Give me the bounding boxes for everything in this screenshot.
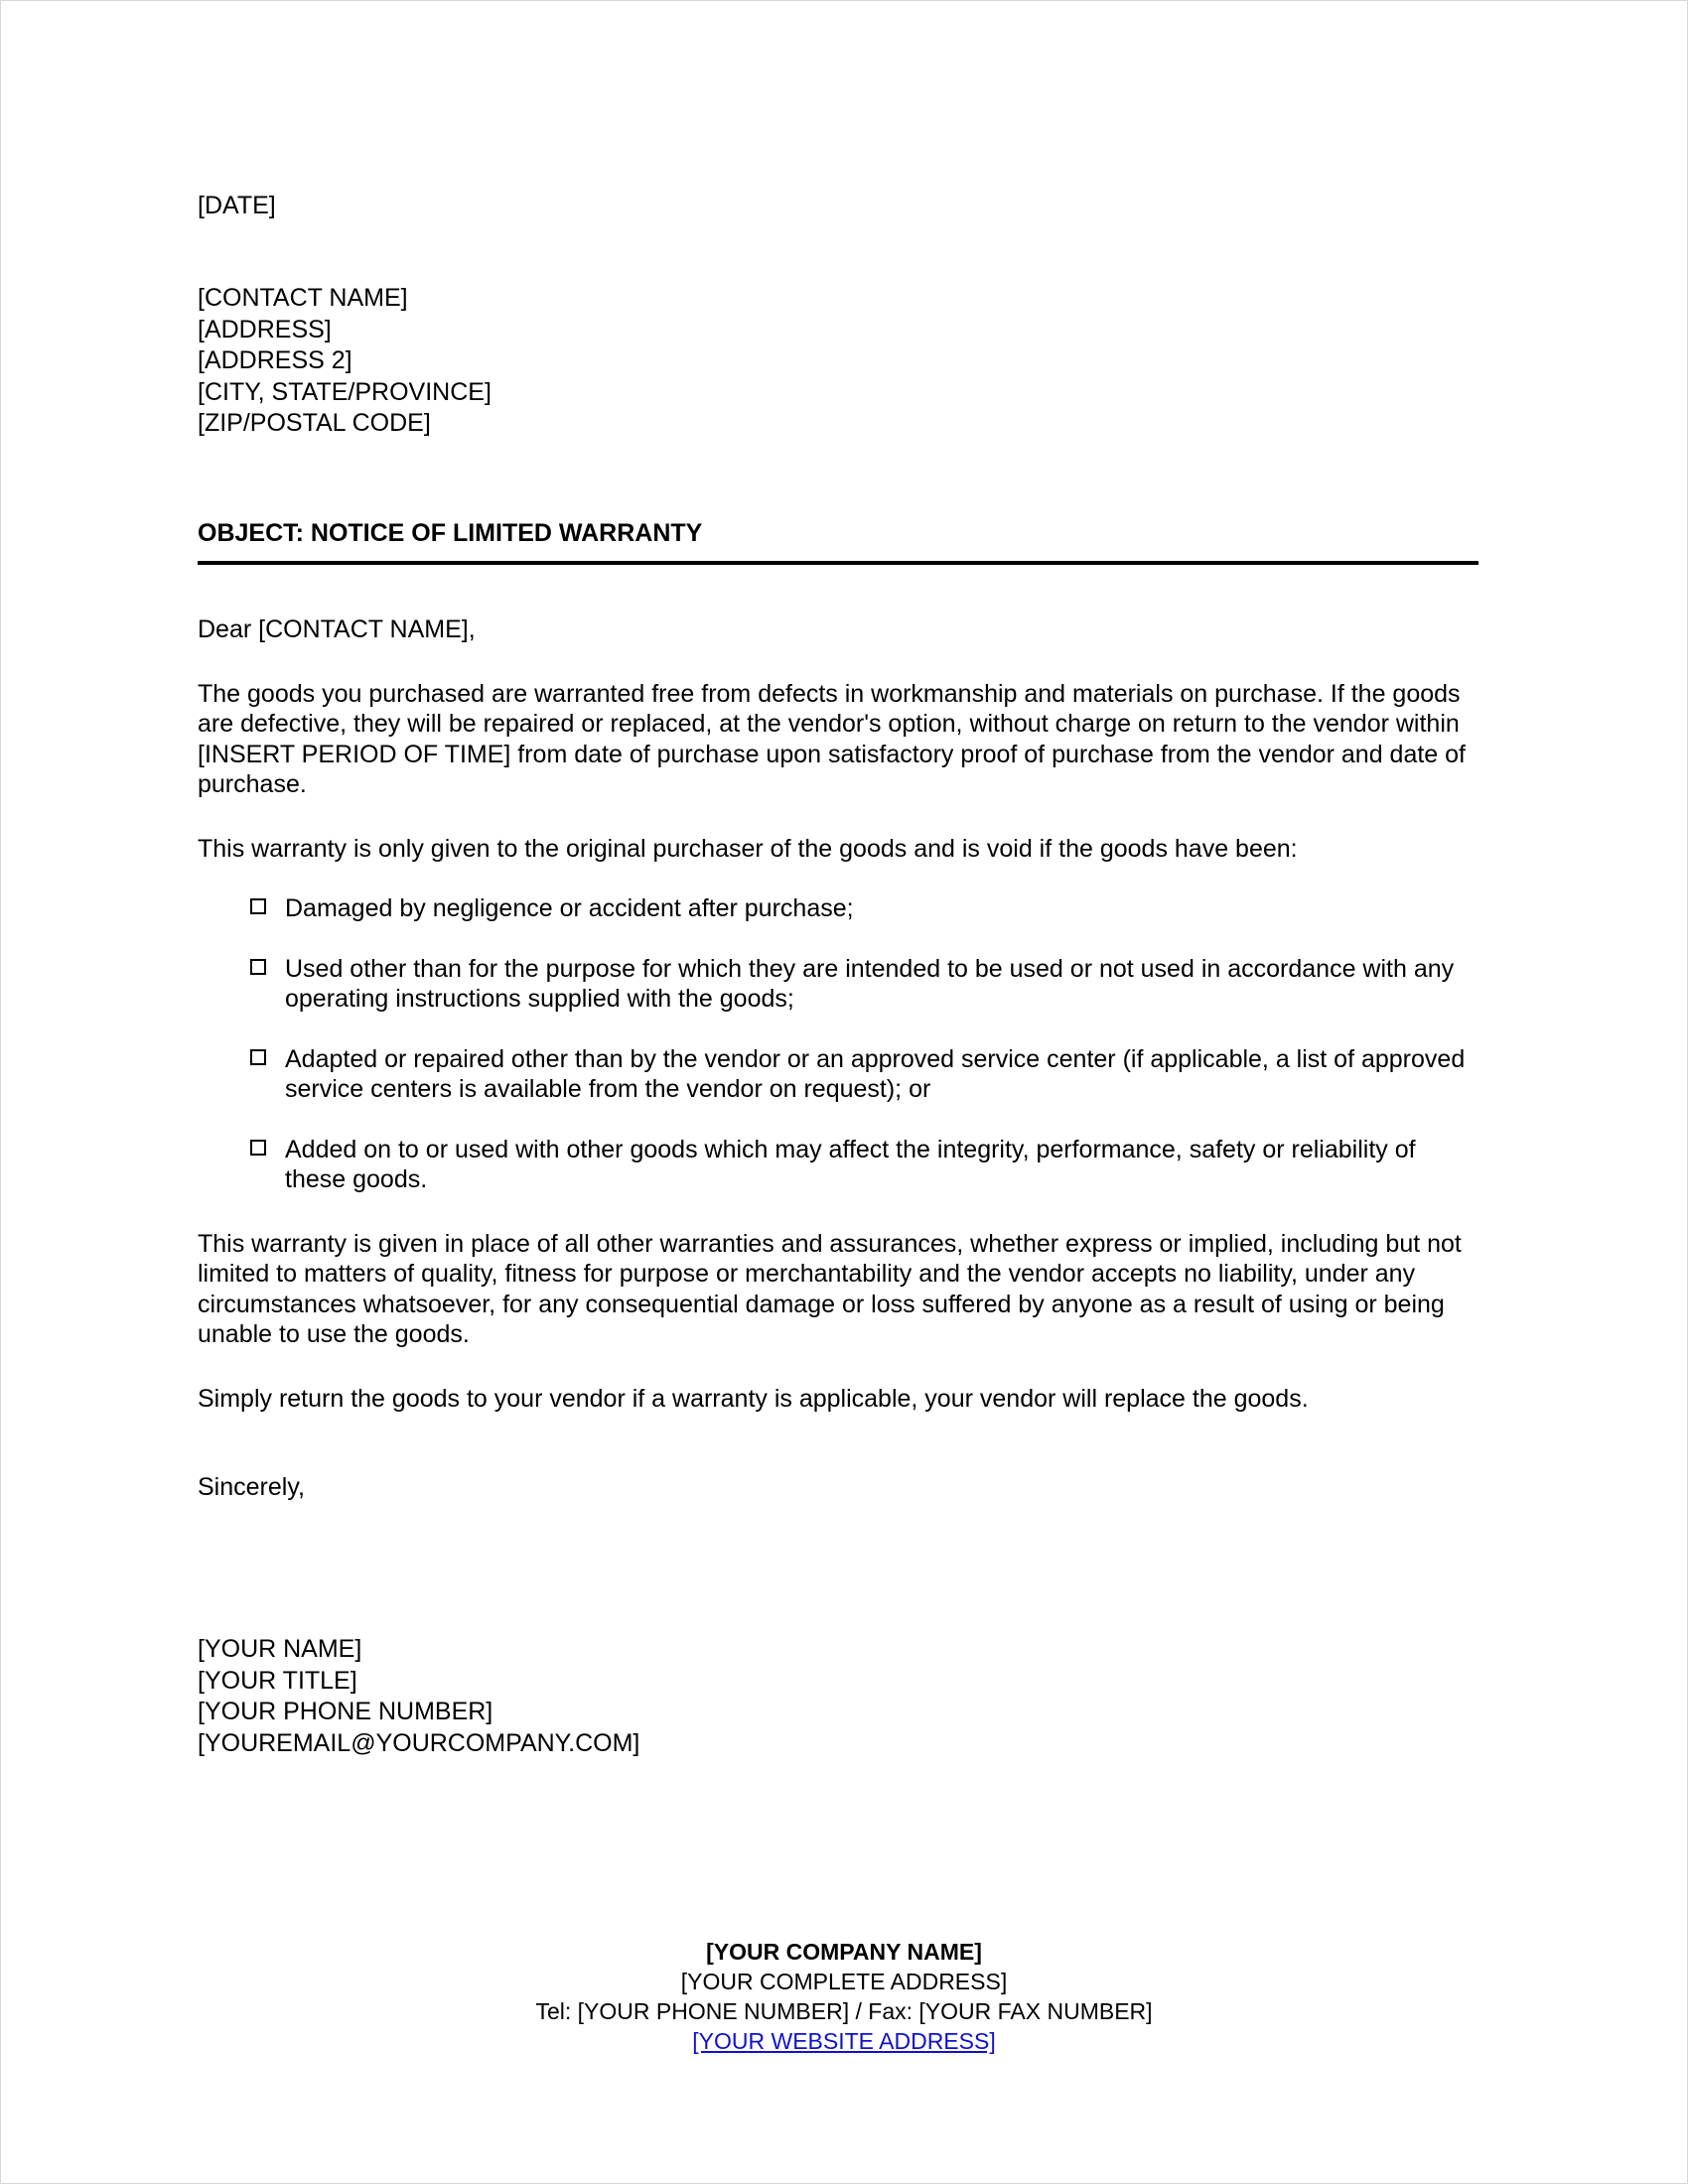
letter-body <box>198 190 1478 1759</box>
list-item <box>198 893 1478 924</box>
footer-contact: Tel: [YOUR PHONE NUMBER] / Fax: [YOUR FAX NUMBER] <box>535 1998 1153 2024</box>
spacer-before-object <box>198 440 1478 517</box>
footer-address: [YOUR COMPLETE ADDRESS] <box>680 1969 1008 1994</box>
date-placeholder: [DATE] <box>198 192 276 219</box>
list-item <box>198 1044 1478 1105</box>
sender-email: [YOUREMAIL@YOURCOMPANY.COM] <box>198 1728 640 1757</box>
object-line: OBJECT: NOTICE OF LIMITED WARRANTY <box>198 518 703 547</box>
list-item-label: Added on to or used with other goods which may affect the integrity, performance, safety or reliability of these goods. <box>285 1135 1416 1193</box>
checkbox-icon <box>250 1049 266 1065</box>
horizontal-rule <box>198 561 1478 565</box>
sender-block <box>198 1634 1478 1759</box>
footer-website-link[interactable]: [YOUR WEBSITE ADDRESS] <box>692 2028 996 2054</box>
list-item <box>198 1135 1478 1195</box>
paragraph-warranty-terms: The goods you purchased are warranted free from defects in workmanship and materials on purchase. If the goods are defective, they will be repaired or replaced, at the vendor's option, without charge on return to the vendor within [INSERT PERIOD OF TIME] from date of purchase upon satisfactory proof of purchase from the vendor and date of purchase. <box>198 679 1467 798</box>
paragraph-void-intro: This warranty is only given to the original purchaser of the goods and is void if the goods have been: <box>198 834 1298 863</box>
void-conditions-list <box>198 893 1478 1195</box>
signature-space <box>198 1503 1478 1634</box>
sender-title: [YOUR TITLE] <box>198 1666 357 1695</box>
recipient-postal-code: [ZIP/POSTAL CODE] <box>198 409 431 437</box>
footer-company-name: [YOUR COMPANY NAME] <box>706 1939 982 1965</box>
paragraph-return-instructions: Simply return the goods to your vendor if a warranty is applicable, your vendor will replace the goods. <box>198 1384 1309 1413</box>
paragraph-warranty-disclaimer: This warranty is given in place of all other warranties and assurances, whether express or implied, including but not limited to matters of quality, fitness for purpose or merchantability and the vendor accepts no liability, under any circumstances whatsoever, for any consequential damage or loss suffered by anyone as a result of using or being unable to use the goods. <box>198 1229 1462 1348</box>
sender-name: [YOUR NAME] <box>198 1635 362 1663</box>
spacer-after-date <box>198 221 1478 283</box>
list-item-label: Adapted or repaired other than by the vendor or an approved service center (if applicable, a list of approved service centers is available from the vendor on request); or <box>285 1044 1466 1103</box>
list-item-label: Damaged by negligence or accident after purchase; <box>285 894 854 922</box>
recipient-address-block <box>198 283 1478 440</box>
list-item-label: Used other than for the purpose for which they are intended to be used or not used in accordance with any operating instructions supplied with the goods; <box>285 954 1455 1013</box>
recipient-contact-name: [CONTACT NAME] <box>198 284 408 312</box>
salutation: Dear [CONTACT NAME], <box>198 614 476 643</box>
page-footer <box>1 1937 1687 2056</box>
checkbox-icon <box>250 1140 266 1156</box>
recipient-city-state: [CITY, STATE/PROVINCE] <box>198 377 492 406</box>
sender-phone: [YOUR PHONE NUMBER] <box>198 1698 493 1725</box>
recipient-address-2: [ADDRESS 2] <box>198 346 352 374</box>
checkbox-icon <box>250 959 266 975</box>
checkbox-icon <box>250 898 266 914</box>
signoff: Sincerely, <box>198 1473 305 1501</box>
recipient-address-1: [ADDRESS] <box>198 315 332 343</box>
list-item <box>198 954 1478 1015</box>
